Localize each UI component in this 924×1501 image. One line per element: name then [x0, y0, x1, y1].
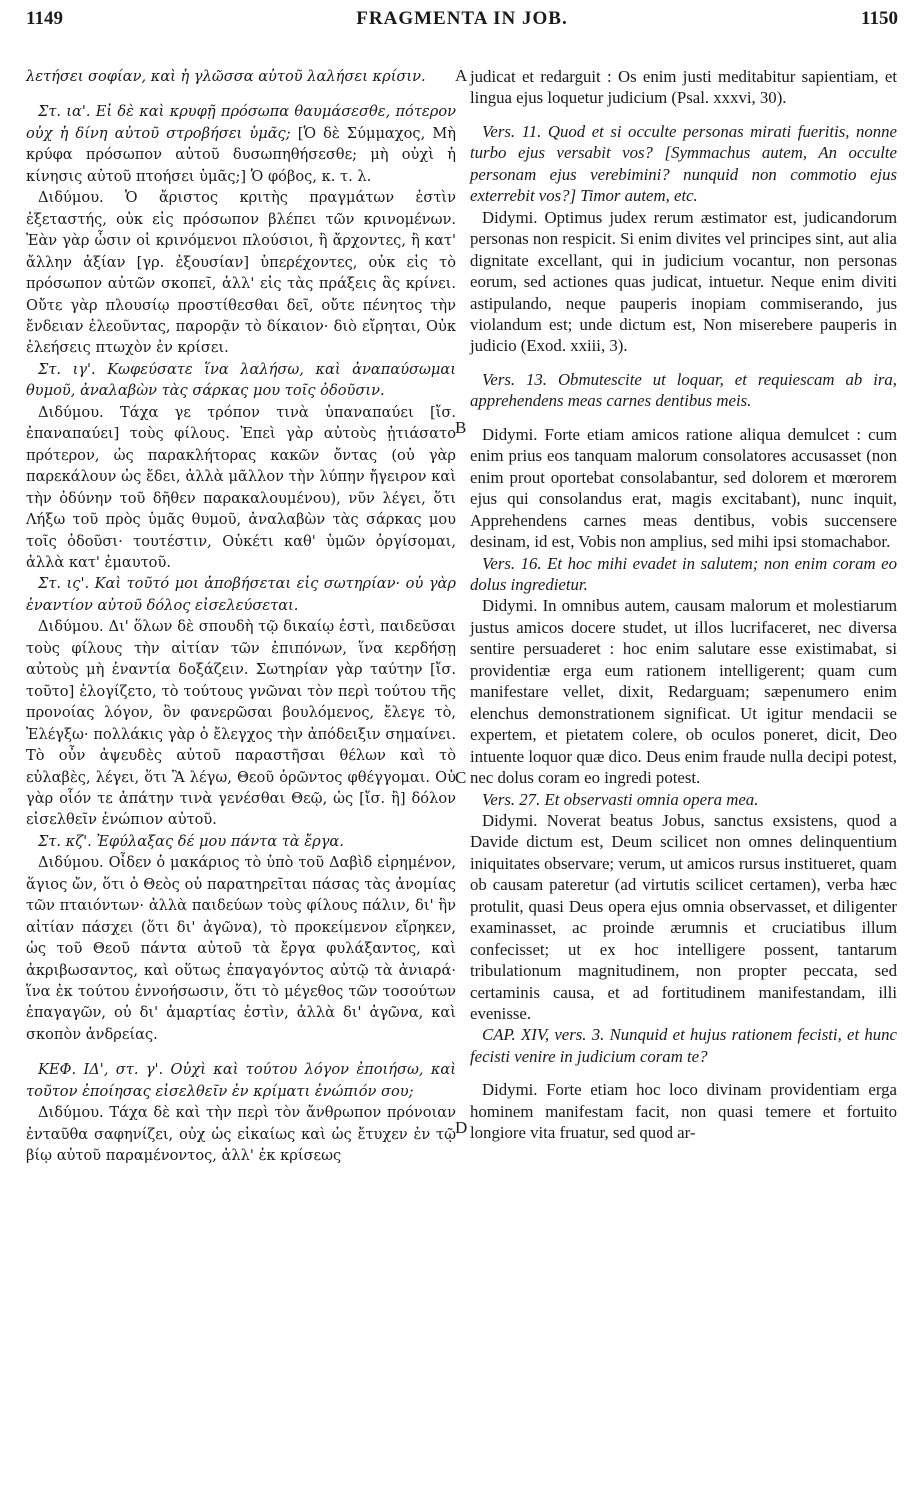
greek-column [26, 66, 456, 1167]
latin-commentary: Didymi. In omnibus autem, causam malorum et molestiarum justus amicos docere studet, ut illos lucrifaceret, nec diversa sentire persuaderet : hoc enim salutare esse existimabat, si providentiæ erga eum rationem intelligerent; quam cum manifestare vellet, dixit, Redarguam; sæpenumero enim elenchus demonstrationem significat. Ut igitur mendacii se expertem, et pietatem colere, ob oculos poneret, dicit, Deo intuente loquor quæ dico. Deus enim fraude nulla decipi potest, nec dolus coram eo ingredi potest. [470, 596, 897, 788]
latin-verse-heading: Vers. 16. Et hoc mihi evadet in salutem; non enim coram eo dolus ingredietur. [470, 553, 897, 594]
greek-commentary: Διδύμου. Ὁ ἄριστος κριτὴς πραγμάτων ἐστὶν ἐξεταστής, οὐκ εἰς πρόσωπον βλέπει τῶν κρινομένων. Ἐὰν γὰρ ὦσιν οἱ κρινόμενοι πλούσιοι, ἢ ἄρχοντες, ἢ κατ' ἄλλην ἀξίαν [γρ. ἐξουσίαν] ὑπερέχοντες, οὐκ εἰς τὸ πρόσωπον αὐτῶν σκοπεῖ, ἀλλ' εἰς τὰς πράξεις ἃς κρίνει. Οὔτε γὰρ πλουσίῳ προστίθεσθαι δεῖ, οὔτε πένητος τὴν ἔνδειαν ἐλεοῦντας, παρορᾷν τὸ δίκαιον· διὸ εἴρηται, Οὐκ ἐλεήσεις πτωχὸν ἐν κρίσει. [26, 189, 456, 357]
latin-commentary: Didymi. Forte etiam hoc loco divinam providentiam erga hominem manifestam facit, non quasi temere et fortuito longiore vita fruatur, sed quod ar- [470, 1080, 897, 1143]
section-marker-b: B [455, 418, 467, 437]
greek-verse-heading: Στ. ις'. Καὶ τοῦτό μοι ἀποβήσεται εἰς σωτηρίαν· οὐ γὰρ ἐναντίον αὐτοῦ δόλος εἰσελεύσεται. [26, 575, 456, 614]
greek-commentary: Διδύμου. Τάχα δὲ καὶ τὴν περὶ τὸν ἄνθρωπον πρόνοιαν ἐνταῦθα σαφηνίζει, οὐχ ὡς εἰκαίως καὶ ὡς ἔτυχεν ἐν τῷ βίῳ αὐτοῦ παραμένοντος, ἀλλ' ἐκ κρίσεως [26, 1104, 456, 1165]
page-number-right: 1150 [861, 8, 898, 29]
latin-verse-heading: Vers. 11. Quod et si occulte personas mirati fueritis, nonne turbo ejus versabit vos? [Symmachus autem, An occulte personam ejus verebimini? nunquid non commotio ejus exterrebit vos?] Timor autem, etc. [470, 121, 897, 206]
latin-verse-heading: Vers. 13. Obmutescite ut loquar, et requiescam ab ira, apprehendens meas carnes dentibus meis. [470, 369, 897, 411]
section-marker-a: A [455, 66, 468, 85]
greek-verse-heading: Στ. ιγ'. Κωφεύσατε ἵνα λαλήσω, καὶ ἀναπαύσωμαι θυμοῦ, ἀναλαβὼν τὰς σάρκας μου τοῖς ὀδοῦσιν. [26, 360, 456, 400]
latin-commentary: Didymi. Forte etiam amicos ratione aliqua demulcet : cum enim prius eos tanquam malorum consolatores accusasset (non enim prout oportebat consolabantur, sed dolorem et mœrorem ejus qui consolandus erat, magis excitabant), nunc inquit, Apprehendens carnes meas dentibus, vobis succensere desinam, id est, Vobis non amplius, sed mihi ipsi stomachabor. [470, 424, 897, 552]
greek-verse-heading [26, 101, 456, 187]
latin-chapter-heading: CAP. XIV, vers. 3. Nunquid et hujus rationem fecisti, et hunc fecisti venire in judicium coram te? [470, 1025, 897, 1066]
running-header [26, 8, 898, 36]
greek-chapter-heading: ΚΕΦ. ΙΔ', στ. γ'. Οὐχὶ καὶ τούτου λόγον ἐποιήσω, καὶ τοῦτον ἐποίησας εἰσελθεῖν ἐν κρίματι ἐνώπιόν σου; [26, 1061, 456, 1100]
greek-commentary: Διδύμου. Οἶδεν ὁ μακάριος τὸ ὑπὸ τοῦ Δαβὶδ εἰρημένον, ἅγιος ὤν, ὅτι ὁ Θεὸς οὐ παρατηρεῖται πάσας τὰς ἀνομίας τῶν πταιόντων· ἀλλὰ παιδεύων τοὺς φίλους πάλιν, δι' ἣν αἰτίαν πάσχει (ὅτι δι' ἀγῶνα), τὸ προκείμενον εἴρηκεν, ὡς τοῦ Θεοῦ πάντα αὐτοῦ τὰ ἔργα φυλάξαντος, καὶ ἀκριβωσαντος, καὶ οὕτως ἐπαγαγόντος αὐτῷ τὰ ἀνιαρά· ἵνα ἐκ τούτου ἐννοήσωσιν, ὅτι τὸ μέγεθος τῶν τοσούτων ἐπαγαγῶν, οὐ δι' ἁμαρτίας ἐστὶν, ἀλλὰ δι' ἀγῶνα, καὶ σκοπὸν ἀνδρείας. [26, 854, 456, 1043]
latin-commentary: Didymi. Optimus judex rerum æstimator est, judicandorum personas non respicit. Si enim divites vel principes sint, aut alia dignitate excellant, qui in judicium vocantur, non personas eorum, sed actiones quas judicat, intuetur. Neque enim diviti astipulando, neque pauperis inopiam commiserando, jus violandum est; unde dictum est, Non miserebere pauperis in judicio (Exod. xxiii, 3). [470, 207, 897, 356]
greek-verse-heading: Στ. κζ'. Ἐφύλαξας δέ μου πάντα τὰ ἔργα. [38, 832, 344, 850]
greek-commentary: Διδύμου. Δι' ὅλων δὲ σπουδὴ τῷ δικαίῳ ἐστὶ, παιδεῦσαι τοὺς φίλους τὴν αἰτίαν τῶν ἐπιπόνων, ἵνα κερδήσῃ αὐτοὺς μὴ ἐναντία δοξάζειν. Σωτηρίαν γὰρ ταύτην [ἴσ. τοῦτο] ἐλογίζετο, τὸ τούτους γνῶναι τὸν περὶ τούτου τῆς προνοίας λόγον, ὃν φανερῶσαι βουλόμενος, ἔλεγε τὸ, Ἐλέγξω· πολλάκις γὰρ ὁ ἔλεγχος τὴν ἀπόδειξιν σημαίνει. Τὸ οὖν ἀψευδὲς αὐτοῦ παραστῆσαι θέλων καὶ τὸ εὐλαβὲς, λέγει, ὅτι Ἃ λέγω, Θεοῦ ὁρῶντος φθέγγομαι. Οὐ γὰρ οἷόν τε ἀπάτην τινὰ γενέσθαι Θεῷ, ὡς [ἴσ. ἢ] δόλον εἰσελθεῖν ἐνώπιον αὐτοῦ. [26, 618, 456, 829]
greek-verse-text: Στ. ια'. Εἰ δὲ καὶ κρυφῇ πρόσωπα θαυμάσεσθε, πότερον οὐχ ἡ δίνη αὐτοῦ στροβήσει ὑμᾶς; [26, 103, 456, 142]
latin-commentary: Didymi. Noverat beatus Jobus, sanctus exsistens, quod a Davide dictum est, Deum scilicet non omnes delinquentium iniquitates observare; verum, ut amicos rursus institueret, quam ob causam pateretur (ad virtutis scilicet certamen), verba hæc protulit, quasi Deus opera ejus omnia observasset, et diligenter examinasset, ac proinde ærumnis et cruciatibus illum confecisset; ut ex hoc intelligere possent, tantarum tribulationum magnitudinem, non propter peccata, sed certaminis causa, et ad fortitudinem manifestandam, illi evenisse. [470, 810, 897, 1024]
greek-variant-note: [Ὁ δὲ Σύμμαχος, Μὴ κρύφα πρόσωπον αὐτοῦ δυσωπηθήσεσθε; μὴ οὐχὶ ἡ κίνησις αὐτοῦ πτοήσει ὑμᾶς;] Ὁ φόβος, κ. τ. λ. [26, 124, 456, 185]
latin-paragraph: judicat et redarguit : Os enim justi meditabitur sapientiam, et lingua ejus loquetur judicium (Psal. xxxvi, 30). [470, 67, 897, 108]
greek-paragraph: λετήσει σοφίαν, καὶ ἡ γλῶσσα αὐτοῦ λαλήσει κρίσιν. [26, 68, 426, 85]
section-marker-d: D [455, 1118, 468, 1137]
greek-commentary: Διδύμου. Τάχα γε τρόπον τινὰ ὑπαναπαύει [ἴσ. ἐπαναπαύει] τοὺς φίλους. Ἐπεὶ γὰρ αὐτοὺς ᾐτιάσατο πρότερον, ὡς παρακλήτορας κακῶν ὄντας (οὐ γὰρ παρεκάλουν ὡς ἔδει, ἀλλὰ μᾶλλον τὴν λύπην ἤγειρον καὶ τὴν ὀδύνην τοῦ δῆθεν παρακαλουμένου), νῦν λέγει, ὅτι Λήξω τοῦ πρὸς ὑμᾶς θυμοῦ, ἀναλαβὼν τὰς σάρκας μου τοῖς ὀδοῦσι· τουτέστιν, Οὐκέτι καθ' ὑμῶν ὀργίσομαι, ἀλλὰ κατ' ἐμαυτοῦ. [26, 403, 456, 571]
latin-column [470, 66, 897, 1144]
page-number-left: 1149 [26, 8, 63, 29]
latin-verse-heading: Vers. 27. Et observasti omnia opera mea. [482, 789, 759, 809]
section-marker-c: C [455, 768, 467, 787]
running-title: FRAGMENTA IN JOB. [356, 8, 568, 29]
